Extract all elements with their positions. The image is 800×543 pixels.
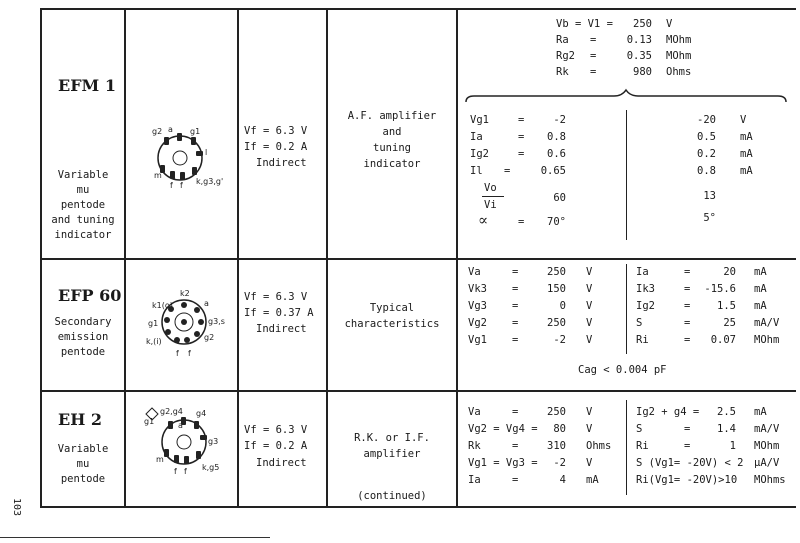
- pin-label: k,(i): [146, 337, 162, 346]
- pin-label: f: [174, 467, 177, 476]
- pin-label: m: [154, 171, 162, 180]
- row-divider: [40, 390, 796, 392]
- page-number: 103: [11, 498, 22, 517]
- pin-label: f: [184, 467, 187, 476]
- pin-diagram: [140, 118, 230, 198]
- column-divider: [626, 264, 627, 354]
- pin-label: k1(o): [152, 301, 173, 310]
- pin-label: k,g3,g': [196, 177, 224, 186]
- pin-label: a: [178, 421, 183, 430]
- tube-name: EFP 60: [58, 286, 122, 305]
- pin-label: m: [156, 455, 164, 464]
- pin-label: g2,g4: [160, 407, 183, 416]
- pin-label: g2: [152, 127, 163, 136]
- pin-label: l: [205, 148, 208, 157]
- pin-label: a: [168, 125, 173, 134]
- pin-label: g2: [204, 333, 215, 342]
- pin-label: k,g5: [202, 463, 220, 472]
- pin-label: g1: [144, 417, 155, 426]
- column-divider: [626, 400, 627, 495]
- pin-label: g4: [196, 409, 207, 418]
- pin-label: g3: [208, 437, 219, 446]
- footer-rule: [0, 537, 270, 538]
- pin-label: a: [204, 299, 209, 308]
- tube-name: EH 2: [58, 410, 103, 429]
- pin-label: f: [176, 349, 179, 358]
- fraction-bar: [482, 196, 504, 197]
- pin-label: g1: [148, 319, 159, 328]
- vo-label: Vo: [484, 182, 497, 194]
- pin-label: g1: [190, 127, 201, 136]
- column-divider: [626, 110, 627, 240]
- row-divider: [40, 258, 796, 260]
- vi-label: Vi: [484, 199, 497, 211]
- pin-label: f: [170, 181, 173, 190]
- tube-name: EFM 1: [58, 76, 116, 95]
- brace: [464, 88, 788, 106]
- alpha-symbol: ∝: [478, 211, 489, 229]
- pin-label: f: [180, 181, 183, 190]
- pin-label: k2: [180, 289, 190, 298]
- pin-label: f: [188, 349, 191, 358]
- pin-diagram: [140, 282, 235, 366]
- pin-diagram: [138, 400, 233, 480]
- pin-label: g3,s: [208, 317, 225, 326]
- cag-value: Cag < 0.004 pF: [578, 364, 667, 376]
